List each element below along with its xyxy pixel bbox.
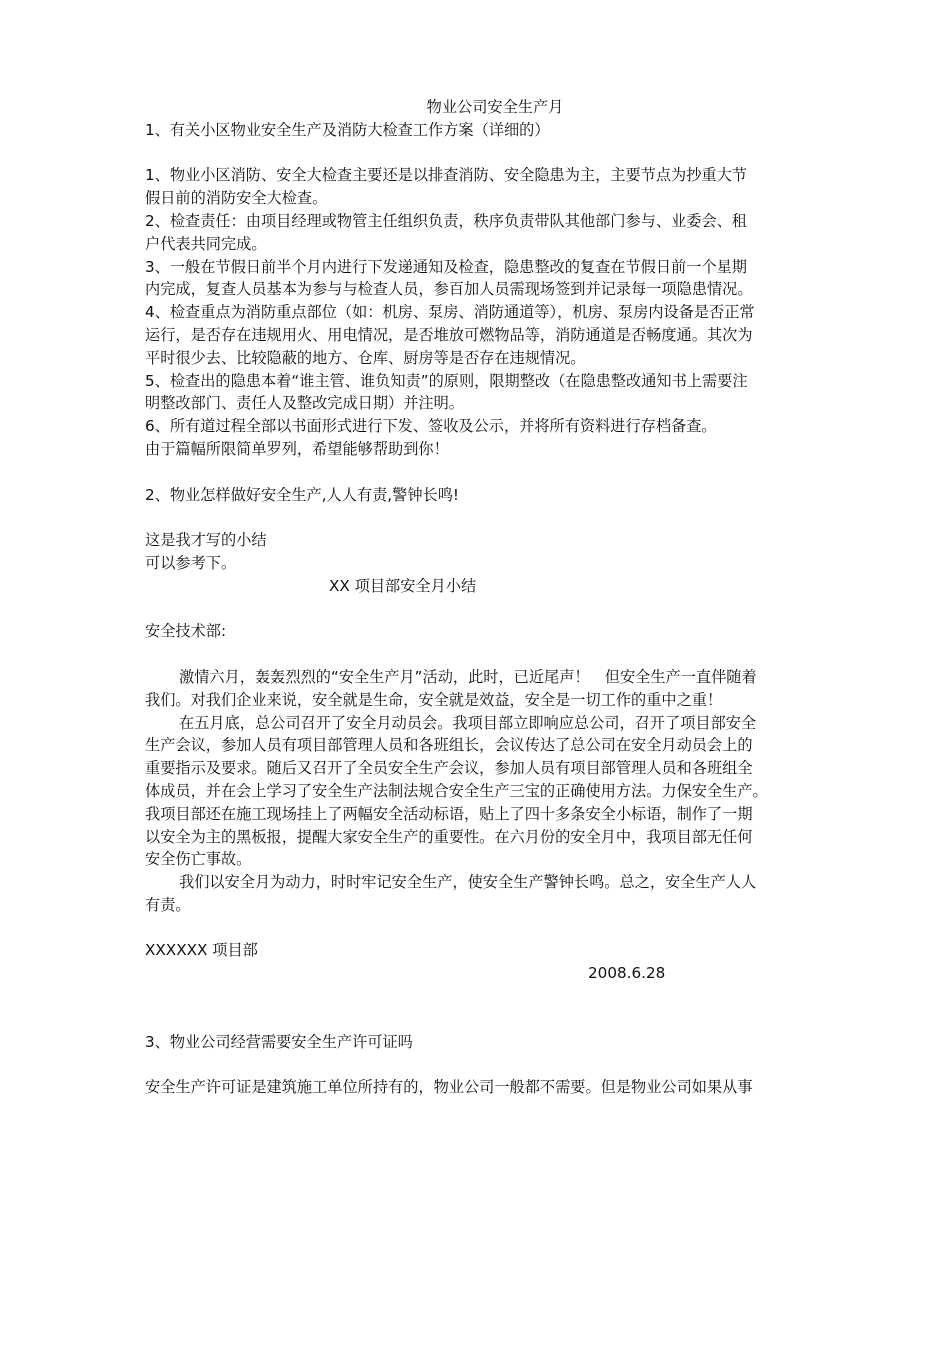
document-title: 物业公司安全生产月 <box>426 98 564 116</box>
report-signature: XXXXXX 项目部 <box>145 941 258 960</box>
report-paragraph-line: 有责。 <box>145 895 191 914</box>
report-addressee: 安全技术部: <box>145 622 227 641</box>
q1-line: 由于篇幅所限简单罗列，希望能够帮助到你！ <box>145 439 449 458</box>
report-date: 2008.6.28 <box>588 964 666 983</box>
blank-line <box>145 917 835 940</box>
report-paragraph-line: 安全伤亡事故。 <box>145 850 252 869</box>
report-paragraph-line: 生产会议，参加人员有项目部管理人员和各班组长，会议传达了总公司在安全月动员会上的 <box>145 736 753 755</box>
report-paragraph-line: 激情六月，轰轰烈烈的“安全生产月”活动，此时，已近尾声！ 但安全生产一直伴随着 <box>179 667 757 686</box>
q2-heading: 2、物业怎样做好安全生产,人人有责,警钟长鸣! <box>145 485 459 504</box>
q1-line: 1、物业小区消防、安全大检查主要还是以排查消防、安全隐患为主，主要节点为抄重大节 <box>145 166 747 185</box>
blank-line <box>145 506 835 529</box>
q1-line: 5、检查出的隐患本着“谁主管、谁负知责”的原则，限期整改（在隐患整改通知书上需要注 <box>145 371 748 390</box>
report-paragraph-line: 重要指示及要求。随后又召开了全员安全生产会议，参加人员有项目部管理人员和各班组全 <box>145 759 753 778</box>
report-paragraph-line: 在五月底，总公司召开了安全月动员会。我项目部立即响应总公司，召开了项目部安全 <box>179 713 757 732</box>
q1-line: 4、检查重点为消防重点部位（如：机房、泵房、消防通道等），机房、泵房内设备是否正常 <box>145 303 755 322</box>
blank-line <box>145 985 835 1008</box>
blank-line <box>145 142 835 165</box>
blank-line <box>145 461 835 484</box>
q1-line: 运行，是否存在违规用火、用电情况，是否堆放可燃物品等，消防通道是否畅度通。其次为 <box>145 325 753 344</box>
report-paragraph-line: 我们以安全月为动力，时时牢记安全生产，使安全生产警钟长鸣。总之，安全生产人人 <box>179 873 757 892</box>
q1-line: 2、检查责任：由项目经理或物管主任组织负责，秩序负责带队其他部门参与、业委会、租 <box>145 211 747 230</box>
report-paragraph-line: 体成员，并在会上学习了安全生产法制法规合安全生产三宝的正确使用方法。力保安全生产。 <box>145 781 768 800</box>
q2-intro: 可以参考下。 <box>145 553 237 572</box>
blank-line <box>145 1008 835 1031</box>
q1-line: 明整改部门、责任人及整改完成日期）并注明。 <box>145 394 464 413</box>
report-paragraph-line: 我项目部还在施工现场挂上了两幅安全活动标语，贴上了四十多条安全小标语，制作了一期 <box>145 804 753 823</box>
q3-heading: 3、物业公司经营需要安全生产许可证吗 <box>145 1032 413 1051</box>
q1-heading: 1、有关小区物业安全生产及消防大检查工作方案（详细的） <box>145 120 550 139</box>
q1-line: 户代表共同完成。 <box>145 234 267 253</box>
blank-line <box>145 1053 835 1076</box>
q1-line: 内完成，复查人员基本为参与与检查人员，参百加人员需现场签到并记录每一项隐患情况。 <box>145 280 753 299</box>
report-paragraph-line: 以安全为主的黑板报，提醒大家安全生产的重要性。在六月份的安全月中，我项目部无任何 <box>145 827 753 846</box>
q3-line: 安全生产许可证是建筑施工单位所持有的，物业公司一般都不需要。但是物业公司如果从事 <box>145 1078 753 1097</box>
blank-line <box>145 598 835 621</box>
q1-line: 平时很少去、比较隐蔽的地方、仓库、厨房等是否存在违规情况。 <box>145 348 586 367</box>
report-paragraph-line: 我们。对我们企业来说，安全就是生命，安全就是效益，安全是一切工作的重中之重！ <box>145 690 723 709</box>
report-title: XX 项目部安全月小结 <box>329 576 477 595</box>
blank-line <box>145 643 835 666</box>
document-body <box>145 96 835 1099</box>
q1-line: 假日前的消防安全大检查。 <box>145 189 328 208</box>
q1-line: 3、一般在节假日前半个月内进行下发递通知及检查，隐患整改的复查在节假日前一个星期 <box>145 257 747 276</box>
q1-line: 6、所有道过程全部以书面形式进行下发、签收及公示，并将所有资料进行存档备查。 <box>145 417 717 436</box>
q2-intro: 这是我才写的小结 <box>145 531 267 550</box>
